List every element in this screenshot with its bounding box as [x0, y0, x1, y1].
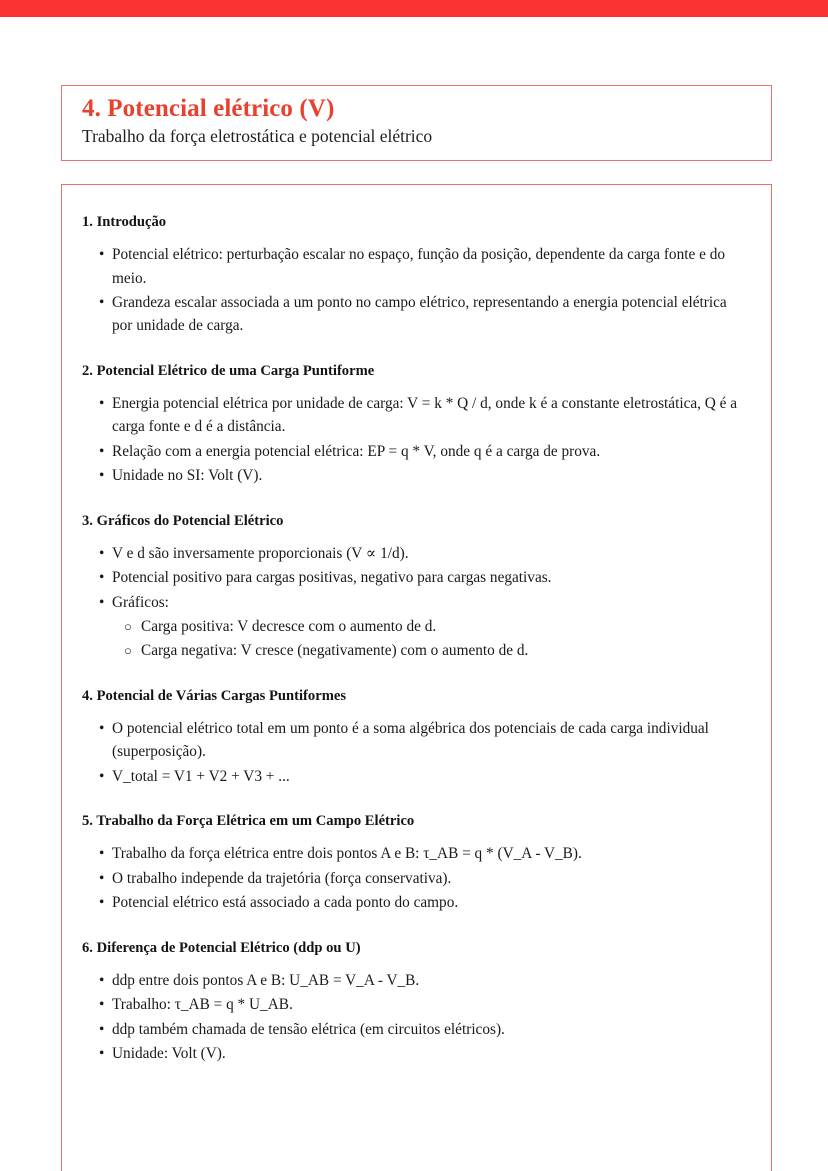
list-item — [82, 993, 749, 1016]
list-item — [82, 542, 749, 565]
sub-list-item-text: Carga positiva: V decresce com o aumento de d. — [141, 618, 437, 635]
list-item-text: O potencial elétrico total em um ponto é a soma algébrica dos potenciais de cada carga individual (superposição). — [112, 720, 709, 761]
bullet-marker-icon: • — [99, 294, 105, 312]
section-heading: 4. Potencial de Várias Cargas Puntiformes — [82, 687, 347, 704]
section-heading: 2. Potencial Elétrico de uma Carga Puntiforme — [82, 362, 375, 379]
document-header-box — [61, 85, 772, 161]
bullet-marker-icon: • — [99, 767, 105, 785]
bullet-list — [82, 243, 749, 338]
sub-list-item-text: Carga negativa: V cresce (negativamente) com o aumento de d. — [141, 642, 529, 660]
document-content — [62, 185, 771, 1065]
list-item-text: Potencial positivo para cargas positivas, negativo para cargas negativas. — [112, 569, 552, 587]
list-item-text: Grandeza escalar associada a um ponto no campo elétrico, representando a energia potencial elétrica por unidade de carga. — [112, 294, 727, 335]
list-item — [82, 566, 749, 589]
list-item-text: Energia potencial elétrica por unidade de carga: V = k * Q / d, onde k é a constante eletrostática, Q é a carga fonte e d é a distância. — [112, 395, 738, 436]
content-section — [82, 812, 749, 914]
sub-list-item — [82, 639, 749, 662]
bullet-marker-icon: • — [99, 894, 105, 912]
list-item-text: V e d são inversamente proporcionais (V ∝ 1/d). — [112, 544, 409, 562]
bullet-marker-icon: • — [99, 1045, 105, 1062]
list-item — [82, 591, 749, 614]
list-item — [82, 969, 749, 992]
section-heading: 6. Diferença de Potencial Elétrico (ddp ou U) — [82, 939, 361, 956]
list-item — [82, 440, 749, 463]
list-item-text: O trabalho independe da trajetória (força conservativa). — [112, 869, 452, 887]
bullet-list — [82, 969, 749, 1066]
list-item-text: Relação com a energia potencial elétrica: EP = q * V, onde q é a carga de prova. — [112, 442, 601, 460]
sub-bullet-list — [82, 615, 749, 663]
list-item — [82, 392, 749, 439]
bullet-marker-icon: • — [99, 845, 105, 863]
bullet-list — [82, 717, 749, 788]
list-item — [82, 891, 749, 914]
list-item-text: Potencial elétrico: perturbação escalar no espaço, função da posição, dependente da carga fonte e do meio. — [112, 246, 726, 287]
bullet-marker-icon: • — [99, 569, 105, 587]
content-section — [82, 512, 749, 663]
bullet-marker-icon: • — [99, 869, 105, 887]
list-item-text: ddp entre dois pontos A e B: U_AB = V_A - V_B. — [112, 971, 420, 989]
bullet-marker-icon: • — [99, 720, 105, 738]
bullet-marker-icon: • — [99, 442, 105, 460]
bullet-marker-icon: • — [99, 544, 105, 562]
bullet-marker-icon: • — [99, 593, 105, 611]
list-item-text: Trabalho: τ_AB = q * U_AB. — [112, 996, 293, 1014]
list-item — [82, 291, 749, 338]
bullet-marker-icon: • — [99, 467, 105, 485]
sub-bullet-marker-icon: ○ — [124, 619, 132, 634]
bullet-marker-icon: • — [99, 996, 105, 1014]
list-item-text: Unidade no SI: Volt (V). — [112, 467, 263, 485]
content-section — [82, 213, 749, 338]
list-item-text: Potencial elétrico está associado a cada ponto do campo. — [112, 894, 459, 912]
page-title: 4. Potencial elétrico (V) — [82, 95, 335, 122]
list-item — [82, 1042, 749, 1065]
list-item-text: V_total = V1 + V2 + V3 + ... — [112, 767, 290, 785]
list-item — [82, 243, 749, 290]
list-item-text: Gráficos: — [112, 593, 169, 611]
section-heading: 1. Introdução — [82, 214, 167, 230]
document-header-inner — [62, 86, 771, 148]
content-section — [82, 687, 749, 788]
list-item — [82, 765, 749, 788]
list-item-text: ddp também chamada de tensão elétrica (em circuitos elétricos). — [112, 1020, 505, 1038]
content-section — [82, 939, 749, 1066]
list-item-text: Trabalho da força elétrica entre dois pontos A e B: τ_AB = q * (V_A - V_B). — [112, 845, 582, 863]
page-subtitle: Trabalho da força eletrostática e potencial elétrico — [82, 126, 433, 146]
bullet-list — [82, 842, 749, 914]
sub-list-item — [82, 615, 749, 638]
sub-bullet-marker-icon: ○ — [124, 643, 132, 659]
list-item — [82, 717, 749, 764]
section-heading: 3. Gráficos do Potencial Elétrico — [82, 512, 284, 529]
bullet-marker-icon: • — [99, 971, 105, 989]
bullet-marker-icon: • — [99, 246, 105, 264]
content-section — [82, 362, 749, 488]
document-content-box — [61, 184, 772, 1171]
bullet-marker-icon: • — [99, 395, 105, 413]
list-item-text: Unidade: Volt (V). — [112, 1045, 226, 1062]
top-accent-bar — [0, 0, 828, 17]
list-item — [82, 1018, 749, 1041]
section-heading: 5. Trabalho da Força Elétrica em um Campo Elétrico — [82, 813, 415, 830]
list-item — [82, 842, 749, 865]
list-item — [82, 867, 749, 890]
list-item — [82, 464, 749, 487]
bullet-list — [82, 542, 749, 663]
bullet-list — [82, 392, 749, 488]
bullet-marker-icon: • — [99, 1020, 105, 1038]
